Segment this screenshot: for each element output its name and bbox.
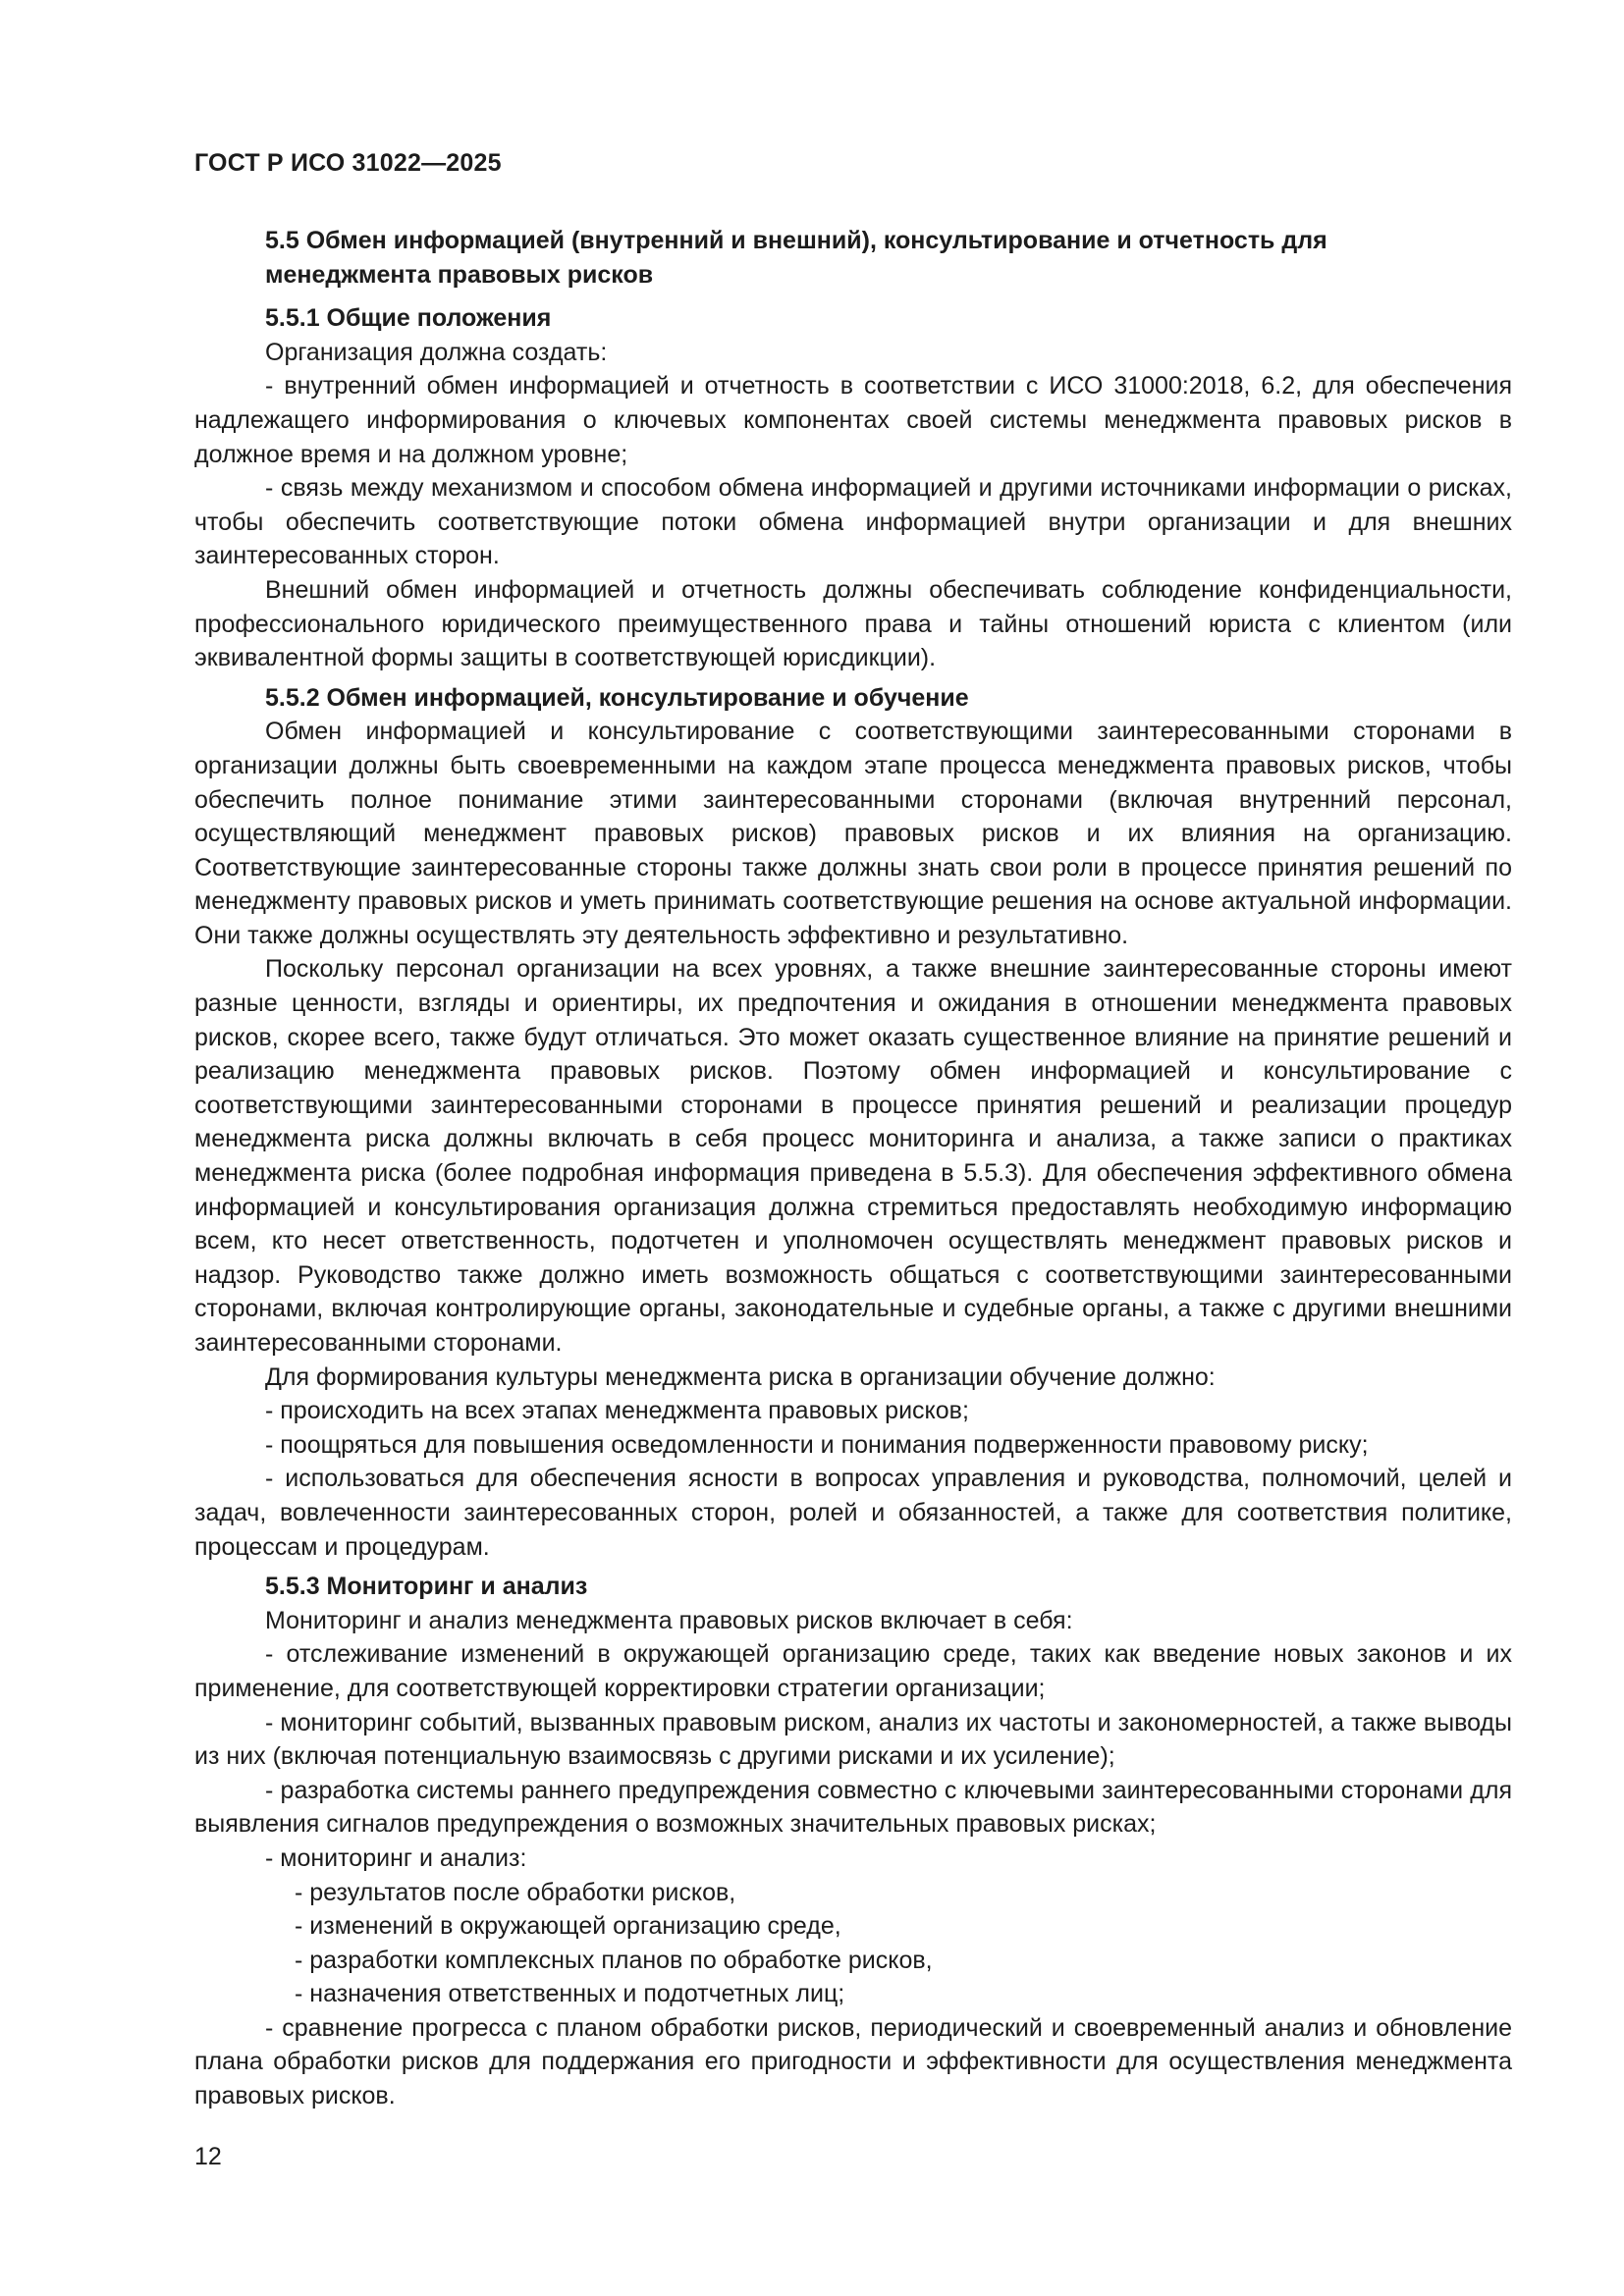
section-5-5-heading: 5.5 Обмен информацией (внутренний и внешний), консультирование и отчетность для менеджмента правовых рисков — [265, 227, 1327, 289]
document-body — [194, 224, 1512, 2113]
list-item: - поощряться для повышения осведомленности и понимания подверженности правовому риску; — [265, 1430, 1369, 1459]
page-number: 12 — [194, 2143, 222, 2170]
list-item: - отслеживание изменений в окружающей организацию среде, таких как введение новых законов и их применение, для соответствующей корректировки стратегии организации; — [194, 1640, 1512, 1702]
list-item: - внутренний обмен информацией и отчетность в соответствии с ИСО 31000:2018, 6.2, для обеспечения надлежащего информирования о ключевых компонентах своей системы менеджмента правовых рисков в должное время и на должном уровне; — [194, 372, 1512, 468]
sub-list-item: - разработки комплексных планов по обработке рисков, — [295, 1946, 933, 1974]
section-5-5-3-heading: 5.5.3 Мониторинг и анализ — [265, 1573, 588, 1601]
list-item: - связь между механизмом и способом обмена информацией и другими источниками информации о рисках, чтобы обеспечить соответствующие потоки обмена информацией внутри организации и для внешних заинтересованных сторон. — [194, 474, 1512, 570]
list-item: - мониторинг и анализ: — [265, 1843, 527, 1872]
list-item: - разработка системы раннего предупреждения совместно с ключевыми заинтересованными сторонами для выявления сигналов предупреждения о возможных значительных правовых рисках; — [194, 1776, 1512, 1839]
sub-list-item: - результатов после обработки рисков, — [295, 1878, 736, 1906]
list-item: - использоваться для обеспечения ясности в вопросах управления и руководства, полномочий, целей и задач, вовлеченности заинтересованных сторон, ролей и обязанностей, а также для соответствия политике, процессам и процедурам. — [194, 1465, 1512, 1561]
paragraph: Обмен информацией и консультирование с соответствующими заинтересованными сторонами в организации должны быть своевременными на каждом этапе процесса менеджмента правовых рисков, чтобы обеспечить полное понимание этими заинтересованными сторонами (включая внутренний персонал, осуществляющий менеджмент правовых рисков) правовых рисков и их влияния на организацию. Соответствующие заинтересованные стороны также должны знать свои роли в процессе принятия решений по менеджменту правовых рисков и уметь принимать соответствующие решения на основе актуальной информации. Они также должны осуществлять эту деятельность эффективно и результативно. — [194, 718, 1512, 949]
paragraph: Организация должна создать: — [265, 338, 608, 366]
document-code-header: ГОСТ Р ИСО 31022—2025 — [194, 149, 502, 177]
sub-list-item: - назначения ответственных и подотчетных лиц; — [295, 1980, 845, 2008]
sub-list-item: - изменений в окружающей организацию среде, — [295, 1912, 841, 1941]
paragraph: Для формирования культуры менеджмента риска в организации обучение должно: — [265, 1362, 1216, 1391]
paragraph: Внешний обмен информацией и отчетность должны обеспечивать соблюдение конфиденциальности, профессионального юридического преимущественного права и тайны отношений юриста с клиентом (или эквивалентной формы защиты в соответствующей юрисдикции). — [194, 575, 1512, 672]
list-item: - мониторинг событий, вызванных правовым риском, анализ их частоты и закономерностей, а также выводы из них (включая потенциальную взаимосвязь с другими рисками и их усиление); — [194, 1708, 1512, 1771]
section-5-5-2-heading: 5.5.2 Обмен информацией, консультирование и обучение — [265, 683, 969, 712]
section-5-5-1-heading: 5.5.1 Общие положения — [265, 304, 552, 333]
paragraph: Мониторинг и анализ менеджмента правовых рисков включает в себя: — [265, 1606, 1073, 1634]
list-item: - сравнение прогресса с планом обработки рисков, периодический и своевременный анализ и обновление плана обработки рисков для поддержания его пригодности и эффективности для осуществления менеджмента правовых рисков. — [194, 2013, 1512, 2110]
paragraph: Поскольку персонал организации на всех уровнях, а также внешние заинтересованные стороны имеют разные ценности, взгляды и ориентиры, их предпочтения и ожидания в отношении менеджмента правовых рисков, скорее всего, также будут отличаться. Это может оказать существенное влияние на принятие решений и реализацию менеджмента правовых рисков. Поэтому обмен информацией и консультирование с соответствующими заинтересованными сторонами в процессе принятия решений и реализации процедур менеджмента риска должны включать в себя процесс мониторинга и анализа, а также записи о практиках менеджмента риска (более подробная информация приведена в 5.5.3). Для обеспечения эффективного обмена информацией и консультирования организация должна стремиться предоставлять необходимую информацию всем, кто несет ответственность, подотчетен и уполномочен осуществлять менеджмент правовых рисков и надзор. Руководство также должно иметь возможность общаться с соответствующими заинтересованными сторонами, включая контролирующие органы, законодательные и судебные органы, а также с другими внешними заинтересованными сторонами. — [194, 955, 1512, 1357]
list-item: - происходить на всех этапах менеджмента правовых рисков; — [265, 1397, 969, 1425]
